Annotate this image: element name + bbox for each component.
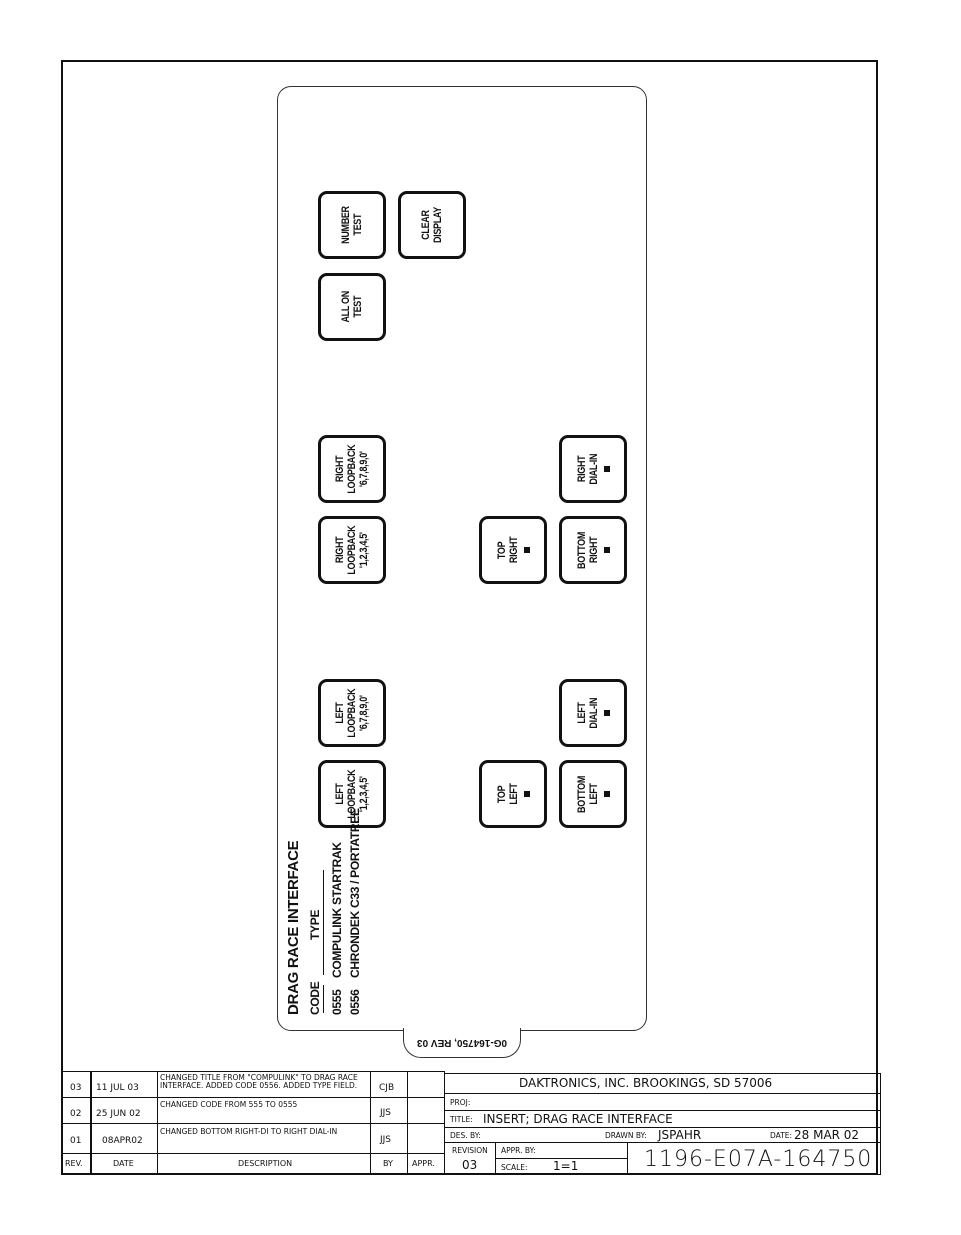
right-loopback-6-label-group: [320, 437, 384, 501]
right-loopback-1-label-line: '1,2,3,4,5': [358, 532, 370, 568]
legend-underline-type: [323, 870, 324, 975]
by-02: JJS: [380, 1108, 392, 1118]
right-loopback-1-label-line: LOOPBACK: [346, 525, 358, 575]
legend-type-0555: COMPULINK STARTRAK: [330, 842, 344, 978]
revision-value: 03: [462, 1158, 478, 1172]
clear-display-button[interactable]: [398, 191, 466, 259]
description-header: DESCRIPTION: [238, 1159, 293, 1168]
bottom-left-label-group: [561, 762, 625, 826]
drawn-label: DRAWN BY:: [605, 1131, 647, 1140]
legend-type-0556: CHRONDEK C33 / PORTATREE: [348, 808, 362, 978]
date-label: DATE:: [770, 1131, 793, 1140]
appr-header: APPR.: [412, 1159, 435, 1168]
top-right-label-line: RIGHT: [508, 536, 520, 564]
legend-title: DRAG RACE INTERFACE: [285, 840, 302, 1015]
rev-01: 01: [70, 1136, 82, 1146]
left-loopback-6-button[interactable]: [318, 679, 386, 747]
right-dial-in-label-line: RIGHT: [576, 455, 588, 483]
bottom-left-button[interactable]: [559, 760, 627, 828]
proj-label: PROJ:: [450, 1098, 471, 1107]
appr-by-label: APPR. BY:: [501, 1146, 536, 1155]
right-dial-in-label-group: [561, 437, 625, 501]
all-on-test-label-line: ALL ON: [340, 291, 352, 323]
bottom-right-label-line: RIGHT: [588, 536, 600, 564]
right-loopback-1-button[interactable]: [318, 516, 386, 584]
number-test-label-line: TEST: [352, 214, 364, 236]
left-loopback-6-label-line: LOOPBACK: [346, 688, 358, 738]
scale-value: 1=1: [553, 1159, 579, 1173]
rev-header: REV.: [65, 1159, 83, 1168]
right-loopback-1-label-line: RIGHT: [334, 536, 346, 564]
indicator-dot-icon: [604, 547, 610, 553]
right-dial-in-label-line: DIAL-IN: [588, 453, 600, 485]
clear-display-label-line: CLEAR: [420, 210, 432, 240]
legend-code-0556: 0556: [348, 989, 362, 1015]
bottom-right-label-group: [561, 518, 625, 582]
all-on-test-label-line: TEST: [352, 296, 364, 318]
left-loopback-1-label-line: LOOPBACK: [346, 769, 358, 819]
appr-cell: [407, 1097, 445, 1124]
left-loopback-1-label-line: '1,2,3,4,5': [358, 776, 370, 812]
legend-code-header: CODE: [308, 981, 322, 1015]
right-loopback-6-label-line: LOOPBACK: [346, 444, 358, 494]
drawn-value: JSPAHR: [658, 1128, 702, 1142]
rev-03: 03: [70, 1083, 82, 1093]
by-header: BY: [383, 1159, 393, 1168]
date-03: 11 JUL 03: [96, 1083, 139, 1093]
bottom-right-button[interactable]: [559, 516, 627, 584]
right-loopback-6-button[interactable]: [318, 435, 386, 503]
clear-display-label-line: DISPLAY: [432, 207, 444, 243]
top-left-button[interactable]: [479, 760, 547, 828]
legend-block: [282, 808, 452, 1025]
right-loopback-6-label-line: '6,7,8,9,0': [358, 451, 370, 487]
left-loopback-6-label-group: [320, 681, 384, 745]
top-right-label-group: [481, 518, 545, 582]
clear-display-label-group: [400, 193, 464, 257]
right-dial-in-button[interactable]: [559, 435, 627, 503]
top-right-button[interactable]: [479, 516, 547, 584]
all-on-test-label-group: [320, 275, 384, 339]
left-dial-in-label-line: LEFT: [576, 702, 588, 724]
left-dial-in-button[interactable]: [559, 679, 627, 747]
insert-tab: [403, 1028, 521, 1058]
date-02: 25 JUN 02: [96, 1109, 141, 1119]
indicator-dot-icon: [524, 547, 530, 553]
date-01: 08APR02: [102, 1136, 143, 1146]
top-left-label-line: TOP: [496, 785, 508, 803]
bottom-left-label-line: BOTTOM: [576, 775, 588, 813]
indicator-dot-icon: [524, 791, 530, 797]
title-label: TITLE:: [450, 1115, 473, 1124]
legend-underline-code: [323, 985, 324, 1013]
top-right-label-line: TOP: [496, 541, 508, 559]
number-test-label-group: [320, 193, 384, 257]
appr-cell: [407, 1123, 445, 1154]
legend-type-header: TYPE: [308, 909, 322, 940]
top-left-label-group: [481, 762, 545, 826]
right-loopback-6-label-line: RIGHT: [334, 455, 346, 483]
date-value: 28 MAR 02: [794, 1128, 860, 1142]
proj-row: [444, 1093, 881, 1111]
by-03: CJB: [379, 1083, 395, 1093]
title-block: [61, 1071, 881, 1175]
indicator-dot-icon: [604, 710, 610, 716]
legend-code-0555: 0555: [330, 989, 344, 1015]
desc-01: CHANGED BOTTOM RIGHT-DI TO RIGHT DIAL-IN: [160, 1127, 338, 1136]
appr-cell: [407, 1071, 445, 1098]
indicator-dot-icon: [604, 791, 610, 797]
number-test-button[interactable]: [318, 191, 386, 259]
drawing-number: 1196-E07A-164750: [644, 1147, 873, 1172]
by-01: JJS: [380, 1135, 392, 1145]
number-test-label-line: NUMBER: [340, 206, 352, 244]
top-left-label-line: LEFT: [508, 783, 520, 805]
left-loopback-6-label-line: LEFT: [334, 702, 346, 724]
left-dial-in-label-group: [561, 681, 625, 745]
revision-label: REVISION: [452, 1146, 488, 1155]
insert-tab-label: 0G-164750, REV 03: [416, 1037, 508, 1048]
date-header: DATE: [113, 1159, 134, 1168]
desc-02: CHANGED CODE FROM 555 TO 0555: [160, 1100, 298, 1109]
company-name: DAKTRONICS, INC. BROOKINGS, SD 57006: [519, 1076, 773, 1090]
desc-03: CHANGED TITLE FROM "COMPULINK" TO DRAG RACE INTERFACE. ADDED CODE 0556. ADDED TYPE FIELD.: [160, 1073, 358, 1090]
title-value: INSERT; DRAG RACE INTERFACE: [483, 1112, 673, 1126]
bottom-left-label-line: LEFT: [588, 783, 600, 805]
right-loopback-1-label-group: [320, 518, 384, 582]
des-label: DES. BY:: [450, 1131, 481, 1140]
bottom-right-label-line: BOTTOM: [576, 531, 588, 569]
rev-02: 02: [70, 1109, 82, 1119]
left-dial-in-label-line: DIAL-IN: [588, 697, 600, 729]
all-on-test-button[interactable]: [318, 273, 386, 341]
scale-label: SCALE:: [501, 1163, 528, 1172]
left-loopback-1-label-line: LEFT: [334, 783, 346, 805]
indicator-dot-icon: [604, 466, 610, 472]
left-loopback-6-label-line: '6,7,8,9,0': [358, 695, 370, 731]
